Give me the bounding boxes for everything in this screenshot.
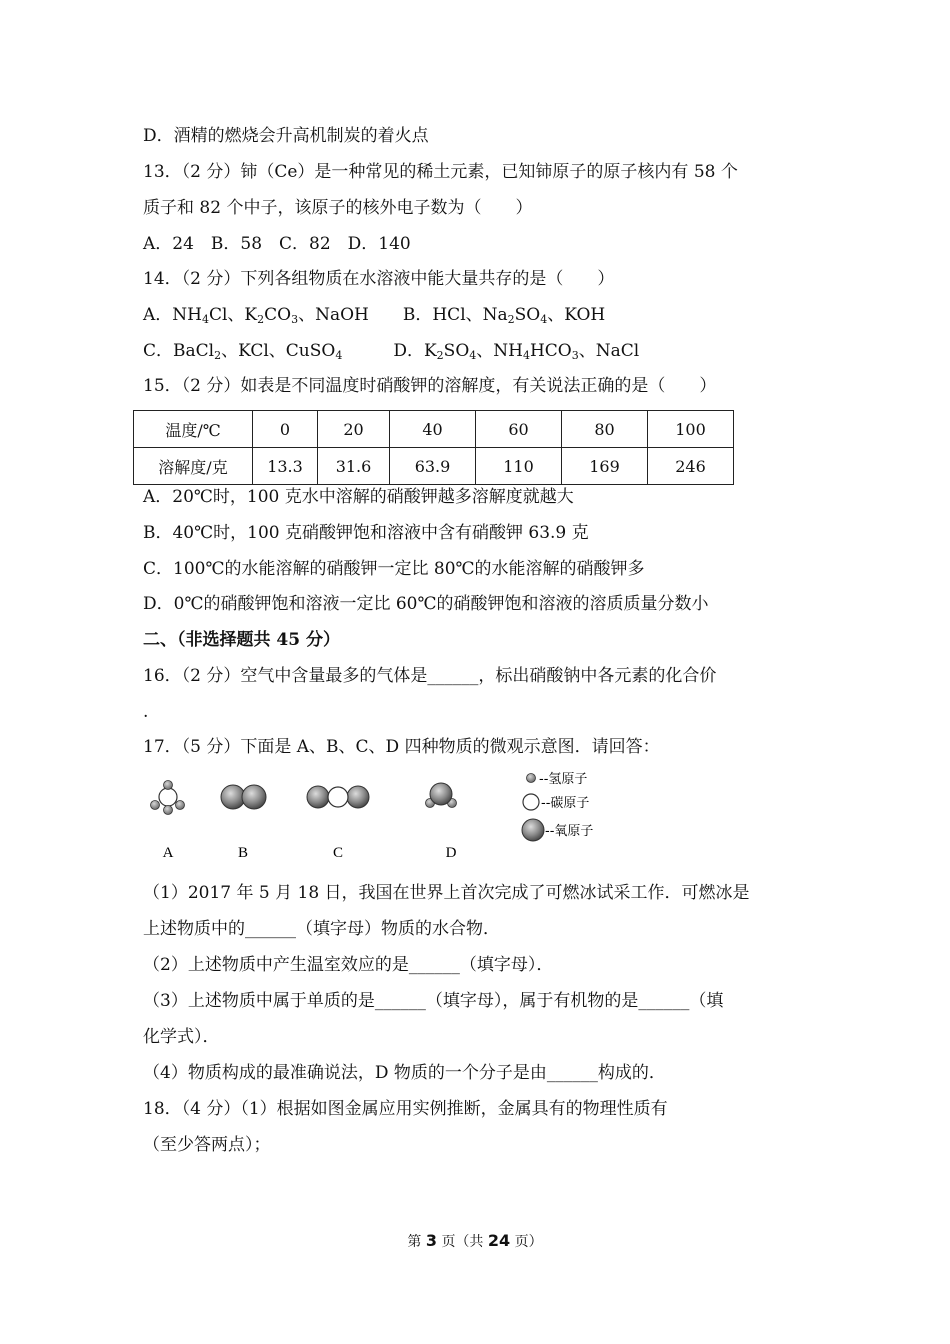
table-cell: 246	[648, 448, 734, 485]
table-cell: 60	[476, 411, 562, 448]
table-cell: 温度/℃	[134, 411, 253, 448]
question-15: 15．（2 分）如表是不同温度时硝酸钾的溶解度，有关说法正确的是（ ）	[143, 376, 717, 396]
option-12d: D．酒精的燃烧会升高机制炭的着火点	[143, 126, 429, 146]
label-c: C	[332, 845, 344, 861]
question-17-part-4: （4）物质构成的最准确说法，D 物质的一个分子是由______构成的．	[143, 1063, 666, 1083]
molecule-a-icon	[151, 781, 185, 815]
question-17: 17．（5 分）下面是 A、B、C、D 四种物质的微观示意图．请回答：	[143, 737, 660, 757]
question-16-continuation: .	[143, 702, 149, 722]
question-13-line-1: 13．（2 分）铈（Ce）是一种常见的稀土元素，已知铈原子的原子核内有 58 个	[143, 162, 738, 182]
question-13-options: A．24 B．58 C．82 D．140	[143, 234, 411, 254]
molecule-d-icon	[426, 783, 457, 808]
legend-carbon: --碳原子	[541, 796, 590, 811]
table-cell: 0	[253, 411, 318, 448]
question-13-line-2: 质子和 82 个中子，该原子的核外电子数为（ ）	[143, 198, 533, 218]
question-15-option-b: B．40℃时，100 克硝酸钾饱和溶液中含有硝酸钾 63.9 克	[143, 523, 589, 543]
molecule-diagram	[143, 765, 663, 865]
table-cell: 80	[562, 411, 648, 448]
question-15-option-c: C．100℃的水能溶解的硝酸钾一定比 80℃的水能溶解的硝酸钾多	[143, 559, 645, 579]
legend	[522, 772, 593, 841]
question-17-part-1-line-1: （1）2017 年 5 月 18 日，我国在世界上首次完成了可燃冰试采工作．可燃冰是	[143, 883, 750, 903]
oxygen-atom-icon	[522, 819, 544, 841]
solubility-table	[133, 410, 734, 485]
table-cell: 13.3	[253, 448, 318, 485]
table-cell: 40	[390, 411, 476, 448]
table-cell: 169	[562, 448, 648, 485]
question-14-options-ab: A．$NH_4Cl$、$K_2CO_3$、NaOH B．HCl、$Na_2SO_4$、KOH	[143, 305, 606, 326]
label-a: A	[162, 845, 174, 861]
question-17-part-1-line-2: 上述物质中的______（填字母）物质的水合物．	[143, 919, 500, 939]
question-15-option-d: D．0℃的硝酸钾饱和溶液一定比 60℃的硝酸钾饱和溶液的溶质质量分数小	[143, 594, 709, 614]
table-cell: 31.6	[318, 448, 390, 485]
molecule-b-icon	[221, 785, 266, 809]
page-footer: 第 3 页（共 24 页）	[407, 1231, 543, 1250]
page-number: 3	[425, 1231, 437, 1250]
table-cell: 20	[318, 411, 390, 448]
question-14: 14．（2 分）下列各组物质在水溶液中能大量共存的是（ ）	[143, 269, 615, 289]
legend-hydrogen: --氢原子	[539, 772, 588, 787]
table-cell: 溶解度/克	[134, 448, 253, 485]
section-heading: 二、（非选择题共 45 分）	[143, 630, 340, 650]
table-row	[134, 411, 734, 448]
label-b: B	[237, 845, 249, 861]
table-cell: 63.9	[390, 448, 476, 485]
legend-oxygen: --氧原子	[545, 824, 594, 839]
question-17-part-3-line-2: 化学式）．	[143, 1027, 220, 1047]
carbon-atom-icon	[523, 794, 539, 810]
question-17-part-3-line-1: （3）上述物质中属于单质的是______（填字母），属于有机物的是______（填	[143, 991, 724, 1011]
table-cell: 110	[476, 448, 562, 485]
molecule-c-icon	[307, 786, 369, 808]
page-total: 24	[487, 1231, 511, 1250]
question-17-part-2: （2）上述物质中产生温室效应的是______（填字母）．	[143, 955, 554, 975]
label-d: D	[445, 845, 457, 861]
question-18-line-2: （至少答两点）；	[143, 1135, 271, 1155]
question-16: 16．（2 分）空气中含量最多的气体是______，标出硝酸钠中各元素的化合价	[143, 666, 717, 686]
table-row	[134, 448, 734, 485]
table-cell: 100	[648, 411, 734, 448]
question-14-options-cd: C．BaCl$_2$、KCl、CuSO$_4$ D．$K_2SO_4$、$NH_4HCO_3$、NaCl	[143, 341, 640, 362]
question-15-option-a: A．20℃时，100 克水中溶解的硝酸钾越多溶解度就越大	[143, 487, 574, 507]
question-18-line-1: 18．（4 分）（1）根据如图金属应用实例推断，金属具有的物理性质有	[143, 1099, 668, 1119]
hydrogen-atom-icon	[527, 774, 536, 783]
